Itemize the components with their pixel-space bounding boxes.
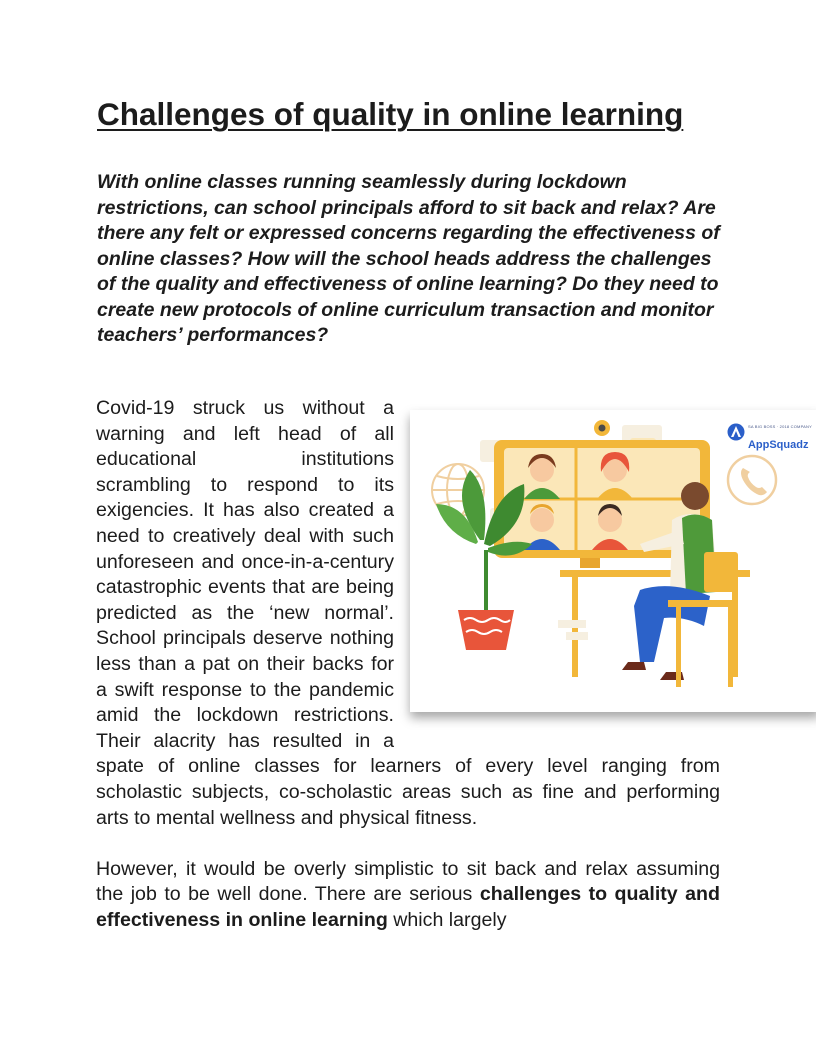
paragraph2-start: However, it would be overly simplistic to sit back and relax assuming the job to be well done. There are serious xyxy=(96,857,720,906)
brand-tagline: SA BIG BOSS · 2018 COMPANY xyxy=(747,424,812,429)
body-paragraph-2 xyxy=(96,857,720,934)
body-text xyxy=(96,396,812,959)
body-paragraph-1: Covid-19 struck us without a warning and left head of all educational institutions scrambling to respond to its exigencies. It has also created a need to creatively deal with such unforeseen and once-in-a-century catastrophic events that are being predicted as the ‘new normal’. School principals deserve nothing less than a pat on their backs for a swift response to the pandemic amid the lockdown restrictions. Their alacrity has resulted in a spate of online classes for learners of every level ranging from scholastic subjects, co-scholastic areas such as fine and performing arts to mental wellness and physical fitness. xyxy=(96,397,720,829)
appsquadz-logo-icon xyxy=(727,423,745,441)
phone-icon xyxy=(728,456,776,504)
paragraph2-emphasis: challenges to quality and effectiveness in online learning xyxy=(96,883,720,931)
online-class-illustration xyxy=(410,410,816,712)
illustration-art xyxy=(410,410,816,712)
lead-paragraph: With online classes running seamlessly during lockdown restrictions, can school principals afford to sit back and relax? Are there any felt or expressed concerns regarding the effectiveness of online classes? How will the school heads address the challenges of the quality and effectiveness of online learning? Do they need to create new protocols of online curriculum transaction and monitor teachers’ performances? xyxy=(97,171,720,346)
brand-name: AppSquadz xyxy=(747,438,809,451)
page-title: Challenges of quality in online learning xyxy=(97,96,684,132)
paragraph2-end: which largely xyxy=(387,908,507,931)
figure-container xyxy=(394,396,812,736)
appsquadz-logo xyxy=(727,414,812,451)
webcam-icon xyxy=(594,420,610,436)
